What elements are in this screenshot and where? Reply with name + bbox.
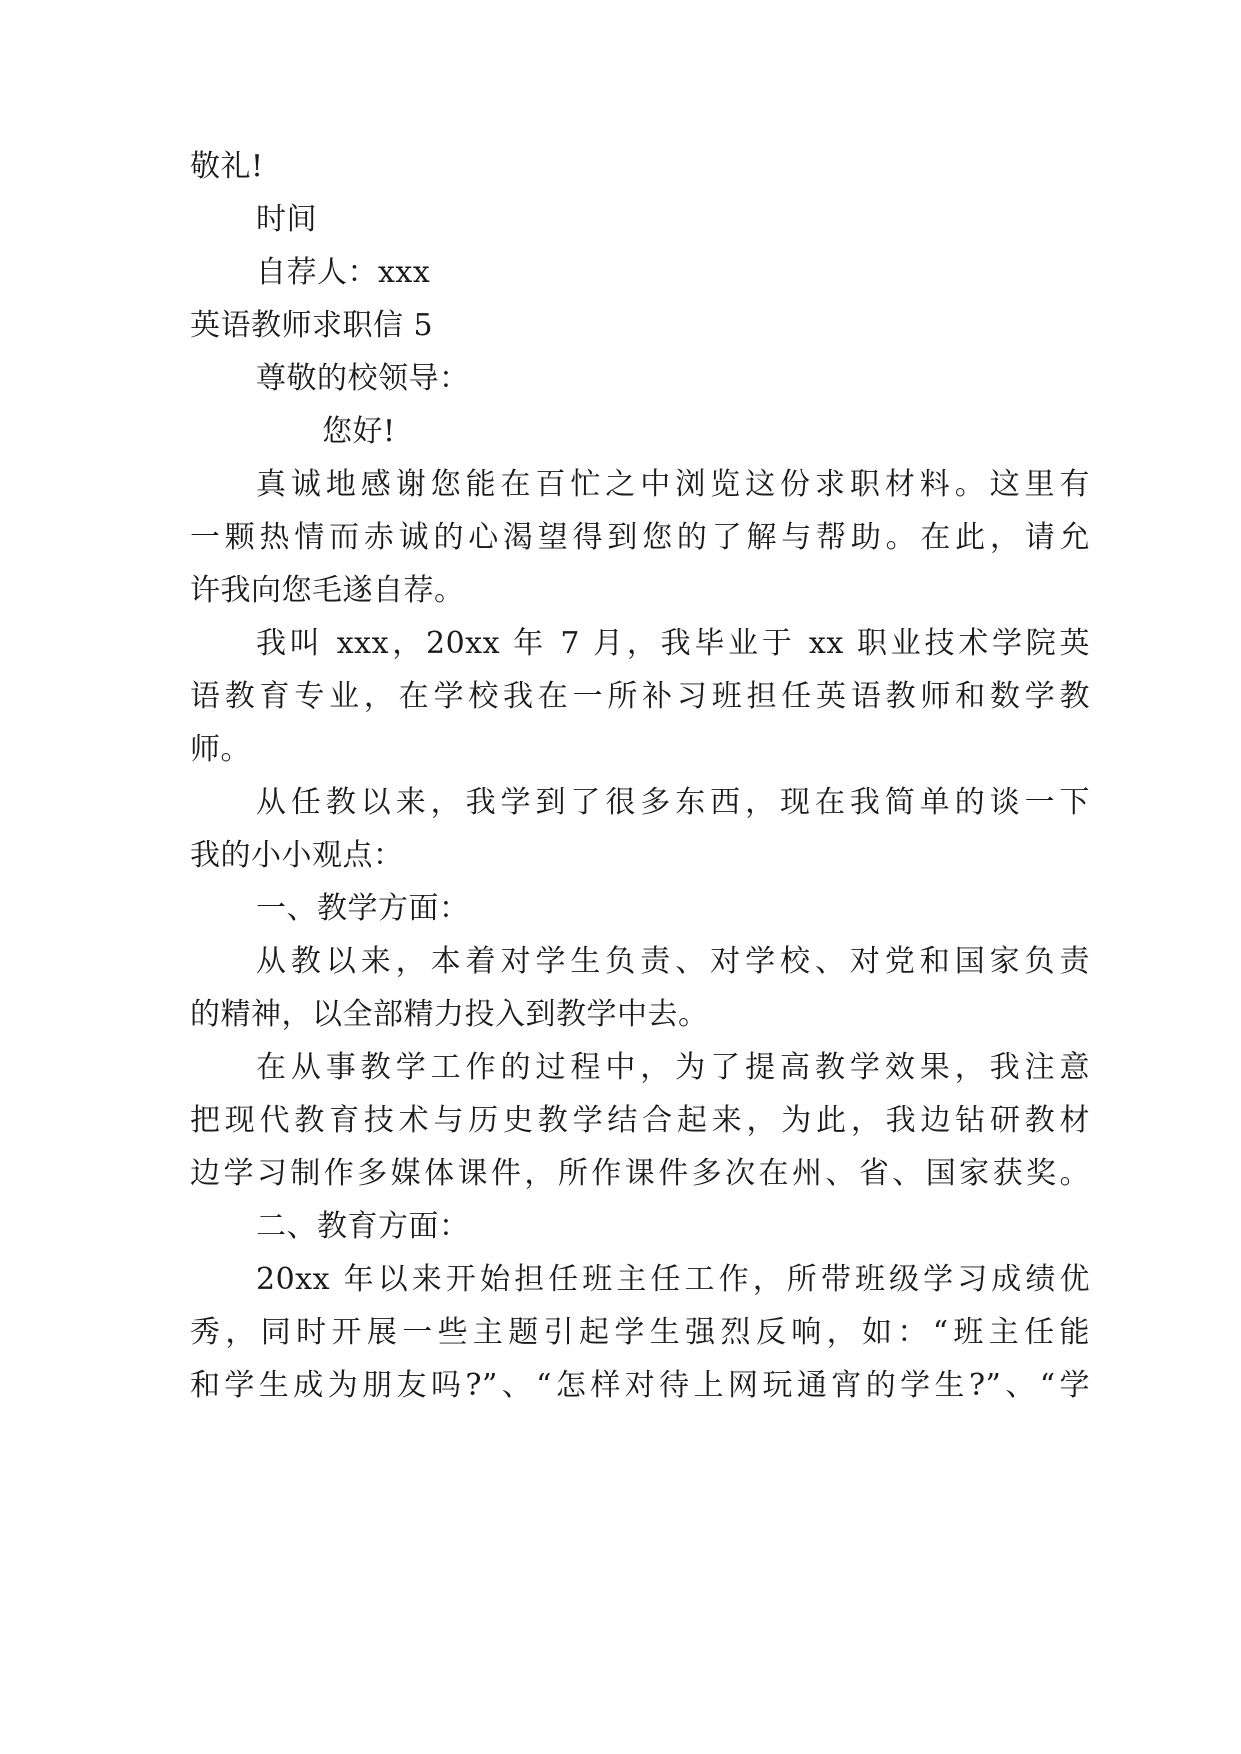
paragraph-line: 真诚地感谢您能在百忙之中浏览这份求职材料。这里有: [256, 467, 1090, 502]
paragraph-line: 把现代教育技术与历史教学结合起来，为此，我边钻研教材: [190, 1103, 1090, 1138]
paragraph-line: 边学习制作多媒体课件，所作课件多次在州、省、国家获奖。: [190, 1156, 1090, 1191]
salutation: 尊敬的校领导：: [256, 361, 470, 396]
section-heading: 一、教学方面：: [256, 891, 470, 926]
time-label: 时间: [256, 202, 317, 237]
paragraph-line: 和学生成为朋友吗?”、“怎样对待上网玩通宵的学生?”、“学: [190, 1368, 1090, 1403]
paragraph-line: 在从事教学工作的过程中，为了提高教学效果，我注意: [256, 1050, 1090, 1085]
paragraph-line: 语教育专业，在学校我在一所补习班担任英语教师和数学教: [190, 679, 1090, 714]
section-title: 英语教师求职信 5: [190, 308, 434, 343]
recommender-line: 自荐人：xxx: [256, 255, 431, 290]
paragraph-line: 我叫 xxx，20xx 年 7 月，我毕业于 xx 职业技术学院英: [256, 626, 1090, 661]
closing-line: 敬礼!: [190, 149, 264, 184]
paragraph-line: 从任教以来，我学到了很多东西，现在我简单的谈一下: [256, 785, 1090, 820]
greeting: 您好!: [322, 414, 396, 449]
paragraph-line: 我的小小观点：: [190, 838, 404, 873]
paragraph-line: 秀，同时开展一些主题引起学生强烈反响，如：“班主任能: [190, 1315, 1090, 1350]
paragraph-line: 从教以来，本着对学生负责、对学校、对党和国家负责: [256, 944, 1090, 979]
paragraph-line: 的精神，以全部精力投入到教学中去。: [190, 997, 709, 1032]
paragraph-line: 师。: [190, 732, 251, 767]
paragraph-line: 许我向您毛遂自荐。: [190, 573, 465, 608]
paragraph-line: 20xx 年以来开始担任班主任工作，所带班级学习成绩优: [256, 1262, 1090, 1297]
section-heading: 二、教育方面：: [256, 1209, 470, 1244]
paragraph-line: 一颗热情而赤诚的心渴望得到您的了解与帮助。在此，请允: [190, 520, 1090, 555]
